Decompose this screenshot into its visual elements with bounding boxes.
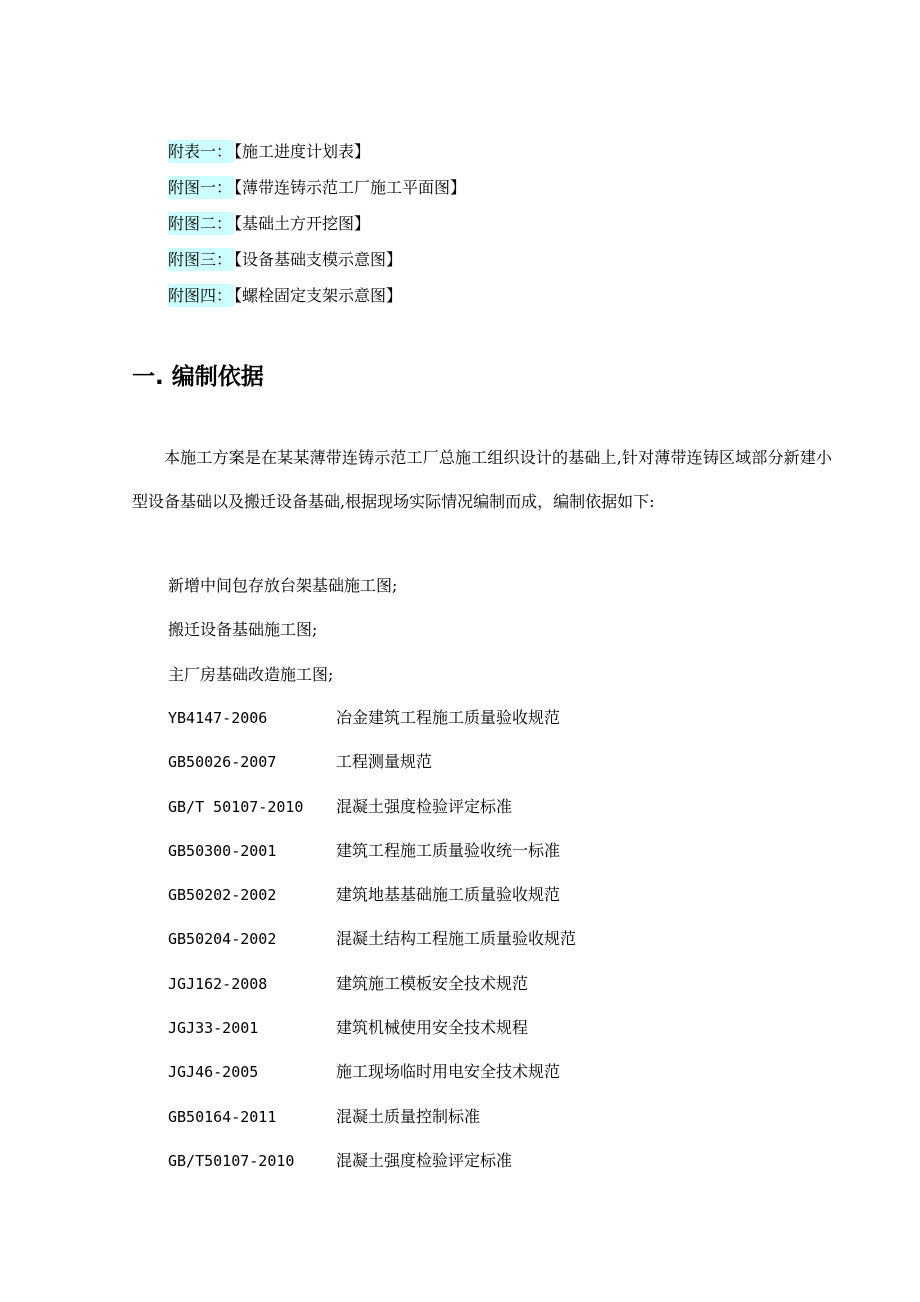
appendix-item [168, 138, 466, 174]
standard-row [168, 1055, 576, 1099]
standard-row [168, 745, 576, 789]
standards-list [168, 701, 576, 1188]
standard-code: JGJ162-2008 [168, 974, 268, 993]
standard-row [168, 834, 576, 878]
appendix-title: 【薄带连铸示范工厂施工平面图】 [234, 178, 467, 197]
basis-item: 主厂房基础改造施工图; [168, 664, 334, 684]
standard-row [168, 701, 576, 745]
standard-row [168, 1100, 576, 1144]
appendix-title: 【施工进度计划表】 [234, 142, 371, 161]
standard-row [168, 878, 576, 922]
standard-name: 混凝土强度检验评定标准 [336, 796, 513, 816]
standard-code: GB50204-2002 [168, 930, 277, 949]
standard-name: 工程测量规范 [336, 752, 433, 772]
standard-name: 混凝土质量控制标准 [336, 1106, 481, 1126]
standard-code: GB/T50107-2010 [168, 1151, 295, 1170]
appendix-title: 【设备基础支模示意图】 [234, 250, 403, 269]
standard-row [168, 922, 576, 966]
basis-item: 搬迁设备基础施工图; [168, 620, 318, 640]
standard-code: GB50300-2001 [168, 841, 277, 860]
standard-code: GB/T 50107-2010 [168, 797, 304, 816]
standard-code: YB4147-2006 [168, 709, 268, 727]
standard-name: 建筑机械使用安全技术规程 [336, 1018, 529, 1038]
appendix-item [168, 282, 466, 318]
standard-code: GB50026-2007 [168, 753, 277, 772]
appendix-list [168, 138, 466, 318]
appendix-title: 【螺栓固定支架示意图】 [234, 286, 403, 305]
appendix-item [168, 210, 466, 246]
standard-name: 建筑工程施工质量验收统一标准 [336, 840, 561, 860]
standard-name: 建筑地基基础施工质量验收规范 [336, 885, 561, 905]
standard-name: 施工现场临时用电安全技术规范 [336, 1062, 561, 1082]
section-heading: 一. 编制依据 [132, 364, 264, 390]
appendix-prefix: 附图一： [168, 178, 233, 197]
standard-name: 冶金建筑工程施工质量验收规范 [336, 708, 561, 727]
standard-code: JGJ46-2005 [168, 1063, 259, 1082]
standard-row [168, 1144, 576, 1188]
appendix-prefix: 附图二： [168, 214, 233, 233]
standard-code: GB50202-2002 [168, 886, 277, 905]
appendix-prefix: 附图四： [168, 286, 233, 305]
appendix-title: 【基础土方开挖图】 [234, 214, 371, 233]
basis-list [168, 568, 397, 701]
standard-code: GB50164-2011 [168, 1107, 277, 1126]
appendix-prefix: 附表一： [168, 142, 233, 161]
standard-name: 混凝土结构工程施工质量验收规范 [336, 929, 577, 949]
standard-row [168, 967, 576, 1011]
standard-name: 混凝土强度检验评定标准 [336, 1150, 513, 1170]
basis-item: 新增中间包存放台架基础施工图; [168, 576, 398, 595]
appendix-prefix: 附图三： [168, 250, 233, 269]
appendix-item [168, 174, 466, 210]
appendix-item [168, 246, 466, 282]
standard-code: JGJ33-2001 [168, 1019, 259, 1038]
standard-row [168, 1011, 576, 1055]
standard-name: 建筑施工模板安全技术规范 [336, 973, 529, 993]
intro-paragraph: 本施工方案是在某某薄带连铸示范工厂总施工组织设计的基础上,针对薄带连铸区域部分新建小型设备基础以及搬迁设备基础,根据现场实际情况编制而成，编制依据如下: [132, 448, 832, 511]
standard-row [168, 790, 576, 834]
